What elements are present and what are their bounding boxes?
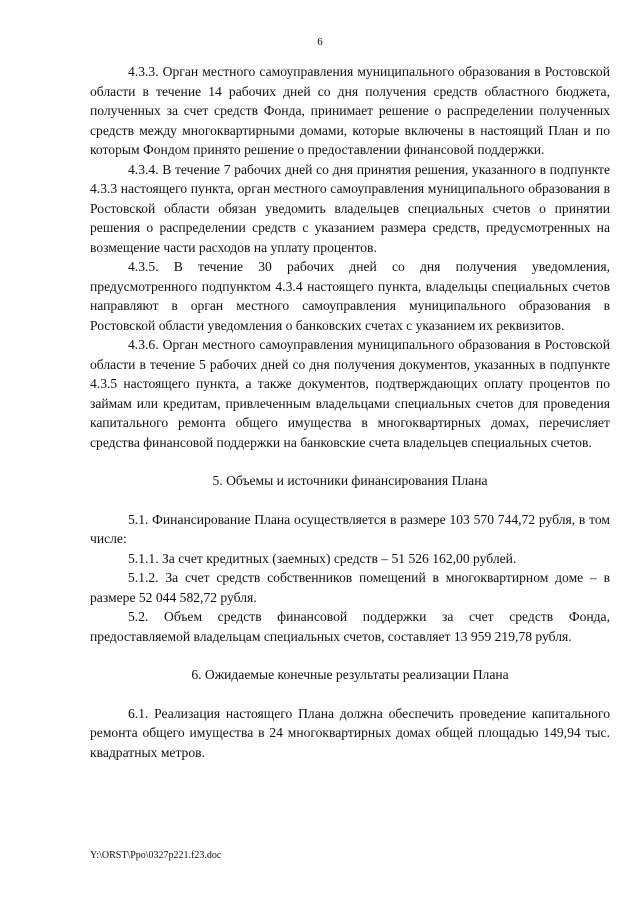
page-number: 6	[317, 36, 323, 48]
paragraph-6-1: 6.1. Реализация настоящего Плана должна обеспечить проведение капитального ремонта общего имущества в 24 многоквартирных домах общей площадью 149,94 тыс. квадратных метров.	[90, 705, 610, 760]
footer-file-path: Y:\ORST\Ppo\0327p221.f23.doc	[90, 850, 222, 861]
paragraph-5-2: 5.2. Объем средств финансовой поддержки за счет средств Фонда, предоставляемой владельцам специальных счетов, составляет 13 959 219,78 рубля.	[90, 609, 610, 644]
paragraph-5-1-1: 5.1.1. За счет кредитных (заемных) средств – 51 526 162,00 рублей.	[128, 550, 517, 566]
paragraph-4-3-5: 4.3.5. В течение 30 рабочих дней со дня получения уведомления, предусмотренного подпунктом 4.3.4 настоящего пункта, владельцы специальных счетов направляют в орган местного самоуправления муниципального образования в Ростовской области уведомления о банковских счетах с указанием их реквизитов.	[90, 259, 610, 333]
paragraph-5-1: 5.1. Финансирование Плана осуществляется в размере 103 570 744,72 рубля, в том числе:	[90, 511, 610, 546]
section-5-heading: 5. Объемы и источники финансирования Плана	[212, 473, 488, 488]
paragraph-4-3-4: 4.3.4. В течение 7 рабочих дней со дня принятия решения, указанного в подпункте 4.3.3 настоящего пункта, орган местного самоуправления муниципального образования в Ростовской области обязан уведомить владельцев специальных счетов о принятии решения о распределении средств с указанием размера средств, предусмотренных на возмещение части расходов на уплату процентов.	[90, 161, 610, 255]
paragraph-5-1-2: 5.1.2. За счет средств собственников помещений в многоквартирном доме – в размере 52 044 582,72 рубля.	[90, 570, 610, 605]
section-6-heading: 6. Ожидаемые конечные результаты реализации Плана	[191, 667, 509, 682]
document-body	[90, 62, 610, 762]
paragraph-4-3-6: 4.3.6. Орган местного самоуправления муниципального образования в Ростовской области в течение 5 рабочих дней со дня получения документов, указанных в подпункте 4.3.5 настоящего пункта, а также документов, подтверждающих оплату процентов по займам или кредитам, привлеченным владельцами специальных счетов для проведения капитального ремонта общего имущества в многоквартирных домах, перечисляет средства финансовой поддержки на банковские счета владельцев специальных счетов.	[90, 337, 610, 450]
paragraph-4-3-3: 4.3.3. Орган местного самоуправления муниципального образования в Ростовской области в течение 14 рабочих дней со дня получения средств областного бюджета, полученных за счет средств Фонда, принимает решение о распределении полученных средств между многоквартирными домами, которые включены в настоящий План и по которым Фондом принято решение о предоставлении финансовой поддержки.	[90, 64, 610, 157]
